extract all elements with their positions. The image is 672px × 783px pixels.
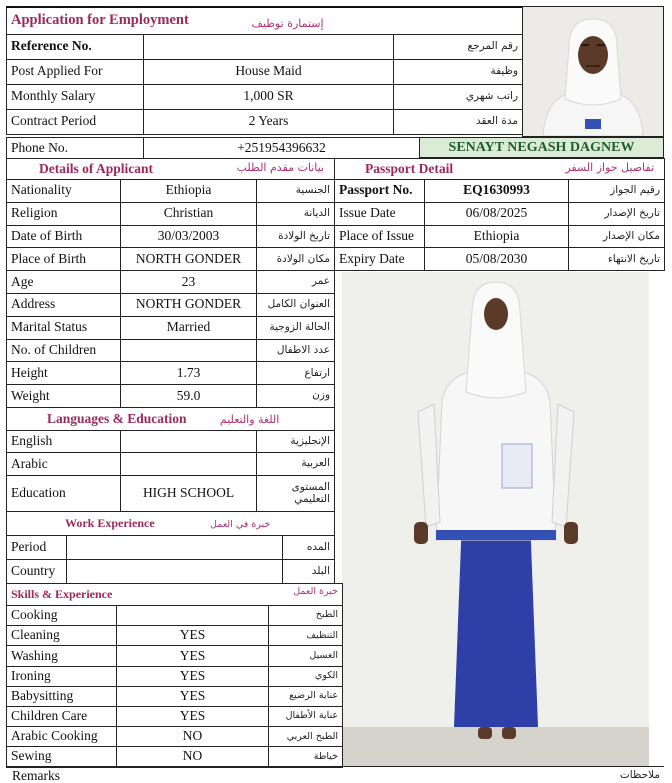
- table-row: [7, 666, 343, 686]
- row-value: 59.0: [121, 385, 257, 408]
- period-value: [67, 536, 283, 560]
- table-row: [7, 727, 343, 747]
- row-value: 1.73: [121, 362, 257, 385]
- row-label: Age: [7, 271, 121, 294]
- row-label: Nationality: [7, 180, 121, 203]
- country-label: Country: [7, 560, 67, 584]
- education-label-ar: المستوى التعليمي: [257, 476, 335, 512]
- post-value: House Maid: [144, 59, 394, 84]
- table-row: [7, 626, 343, 646]
- row-label: Place of Birth: [7, 248, 121, 271]
- arabic-value: [121, 453, 257, 476]
- country-value: [67, 560, 283, 584]
- contract-label-ar: مدة العقد: [394, 109, 523, 134]
- remarks-label-ar: ملاحظات: [619, 769, 660, 781]
- passport-header: [335, 159, 665, 180]
- row-label-ar: تاريخ الانتهاء: [569, 248, 665, 271]
- row-label-ar: مكان الولادة: [257, 248, 335, 271]
- period-label: Period: [7, 536, 67, 560]
- details-title-ar: بيانات مقدم الطلب: [236, 160, 325, 174]
- row-label: Washing: [7, 646, 117, 666]
- salary-label: Monthly Salary: [7, 84, 144, 109]
- skills-rows: [7, 606, 343, 768]
- table-row: [7, 706, 343, 726]
- skills-header: [7, 584, 343, 606]
- education-value: HIGH SCHOOL: [121, 476, 257, 512]
- row-value: 30/03/2003: [121, 225, 257, 248]
- country-label-ar: البلد: [283, 560, 335, 584]
- work-title-ar: خبرة في العمل: [210, 519, 271, 531]
- applicant-name-text: SENAYT NEGASH DAGNEW: [448, 140, 635, 155]
- table-row: [7, 202, 335, 225]
- row-value: YES: [117, 686, 269, 706]
- row-label: Weight: [7, 385, 121, 408]
- row-label: Cleaning: [7, 626, 117, 646]
- languages-header: [7, 408, 335, 431]
- row-value: [121, 339, 257, 362]
- english-label: English: [7, 431, 121, 453]
- row-label: Arabic Cooking: [7, 727, 117, 747]
- row-label: Issue Date: [335, 202, 425, 225]
- row-label: Religion: [7, 202, 121, 225]
- table-row: [7, 362, 335, 385]
- post-label-ar: وظيفة: [394, 59, 523, 84]
- row-label: Date of Birth: [7, 225, 121, 248]
- row-label: Babysitting: [7, 686, 117, 706]
- row-label-ar: عدد الاطفال: [257, 339, 335, 362]
- table-row: [335, 225, 665, 248]
- table-row: [335, 248, 665, 271]
- table-row: [7, 646, 343, 666]
- applicant-name: [419, 137, 664, 158]
- passport-table: [334, 158, 665, 271]
- row-value: [117, 606, 269, 626]
- row-label-ar: تاريخ الإصدار: [569, 202, 665, 225]
- row-label-ar: عناية الأطفال: [269, 706, 343, 726]
- row-label-ar: الطبخ: [269, 606, 343, 626]
- table-row: [7, 271, 335, 294]
- passport-rows: [335, 180, 665, 271]
- details-title: Details of Applicant: [39, 160, 154, 176]
- row-label-ar: الديانة: [257, 202, 335, 225]
- table-row: [335, 202, 665, 225]
- table-row: [7, 385, 335, 408]
- row-label-ar: الطبخ العربي: [269, 727, 343, 747]
- reference-label: Reference No.: [7, 34, 144, 59]
- row-label-ar: وزن: [257, 385, 335, 408]
- row-label: Marital Status: [7, 316, 121, 339]
- row-label-ar: رقيم الجواز: [569, 180, 665, 203]
- row-label-ar: الحالة الزوجية: [257, 316, 335, 339]
- languages-table: [6, 407, 335, 512]
- row-value: YES: [117, 626, 269, 646]
- languages-title-ar: اللغة والتعليم: [219, 412, 280, 426]
- table-row: [7, 339, 335, 362]
- table-row: [7, 747, 343, 767]
- row-label: Expiry Date: [335, 248, 425, 271]
- period-label-ar: المده: [283, 536, 335, 560]
- phone-label: Phone No.: [7, 138, 144, 159]
- details-header: [7, 159, 335, 180]
- row-label-ar: عناية الرضيع: [269, 686, 343, 706]
- row-label: Address: [7, 293, 121, 316]
- skills-title-ar: خبرة العمل: [293, 586, 339, 598]
- row-value: YES: [117, 666, 269, 686]
- row-value: YES: [117, 706, 269, 726]
- row-label: Ironing: [7, 666, 117, 686]
- arabic-label-ar: العربية: [257, 453, 335, 476]
- row-label-ar: عمر: [257, 271, 335, 294]
- arabic-label: Arabic: [7, 453, 121, 476]
- row-value: NORTH GONDER: [121, 293, 257, 316]
- phone-value: +251954396632: [144, 138, 420, 159]
- header-cell: [7, 7, 523, 34]
- fullbody-photo: [342, 272, 649, 766]
- table-row: [7, 606, 343, 626]
- skills-table: [6, 583, 343, 768]
- row-label-ar: ارتفاع: [257, 362, 335, 385]
- education-label: Education: [7, 476, 121, 512]
- table-row: [7, 316, 335, 339]
- table-row: [7, 180, 335, 203]
- row-label-ar: الكوي: [269, 666, 343, 686]
- woman-portrait-icon: [523, 7, 663, 136]
- work-table: [6, 511, 335, 584]
- remarks-row: [6, 766, 664, 783]
- salary-value: 1,000 SR: [144, 84, 394, 109]
- languages-title: Languages & Education: [47, 410, 187, 426]
- contract-value: 2 Years: [144, 109, 394, 134]
- row-label: Passport No.: [335, 180, 425, 203]
- row-label-ar: مكان الإصدار: [569, 225, 665, 248]
- row-value: Ethiopia: [425, 225, 569, 248]
- phone-table: [6, 137, 420, 159]
- row-label: Cooking: [7, 606, 117, 626]
- reference-label-ar: رقم المرجع: [394, 34, 523, 59]
- row-label-ar: تاريخ الولادة: [257, 225, 335, 248]
- top-fields-table: [6, 6, 523, 135]
- details-rows: [7, 180, 335, 408]
- table-row: [7, 225, 335, 248]
- passport-title-ar: تفاصيل جواز السفر: [565, 160, 655, 174]
- row-label: Place of Issue: [335, 225, 425, 248]
- english-value: [121, 431, 257, 453]
- row-value: 05/08/2030: [425, 248, 569, 271]
- row-label: Children Care: [7, 706, 117, 726]
- reference-value: [144, 34, 394, 59]
- row-label-ar: الغسيل: [269, 646, 343, 666]
- row-label: Sewing: [7, 747, 117, 767]
- passport-title: Passport Detail: [365, 160, 454, 176]
- row-value: Ethiopia: [121, 180, 257, 203]
- row-value: Christian: [121, 202, 257, 225]
- table-row: [335, 180, 665, 203]
- post-label: Post Applied For: [7, 59, 144, 84]
- details-table: [6, 158, 335, 408]
- woman-fullbody-icon: [342, 272, 649, 766]
- row-label: No. of Children: [7, 339, 121, 362]
- row-label: Height: [7, 362, 121, 385]
- form-title-ar: إستمارة توظيف: [251, 17, 324, 30]
- row-value: YES: [117, 646, 269, 666]
- row-label-ar: التنظيف: [269, 626, 343, 646]
- row-value: NO: [117, 747, 269, 767]
- remarks-label: Remarks: [12, 768, 60, 783]
- table-row: [7, 248, 335, 271]
- row-value: 06/08/2025: [425, 202, 569, 225]
- row-value: NORTH GONDER: [121, 248, 257, 271]
- row-value: EQ1630993: [425, 180, 569, 203]
- form-title: Application for Employment: [11, 11, 189, 28]
- row-value: 23: [121, 271, 257, 294]
- portrait-photo: [522, 6, 664, 137]
- salary-label-ar: راتب شهري: [394, 84, 523, 109]
- row-label-ar: العنوان الكامل: [257, 293, 335, 316]
- row-value: NO: [117, 727, 269, 747]
- work-header: [7, 512, 335, 536]
- row-label-ar: الجنسية: [257, 180, 335, 203]
- english-label-ar: الإنجليزية: [257, 431, 335, 453]
- work-title: Work Experience: [65, 516, 155, 531]
- row-label-ar: خياطة: [269, 747, 343, 767]
- row-value: Married: [121, 316, 257, 339]
- skills-title: Skills & Experience: [11, 587, 113, 602]
- table-row: [7, 686, 343, 706]
- table-row: [7, 293, 335, 316]
- contract-label: Contract Period: [7, 109, 144, 134]
